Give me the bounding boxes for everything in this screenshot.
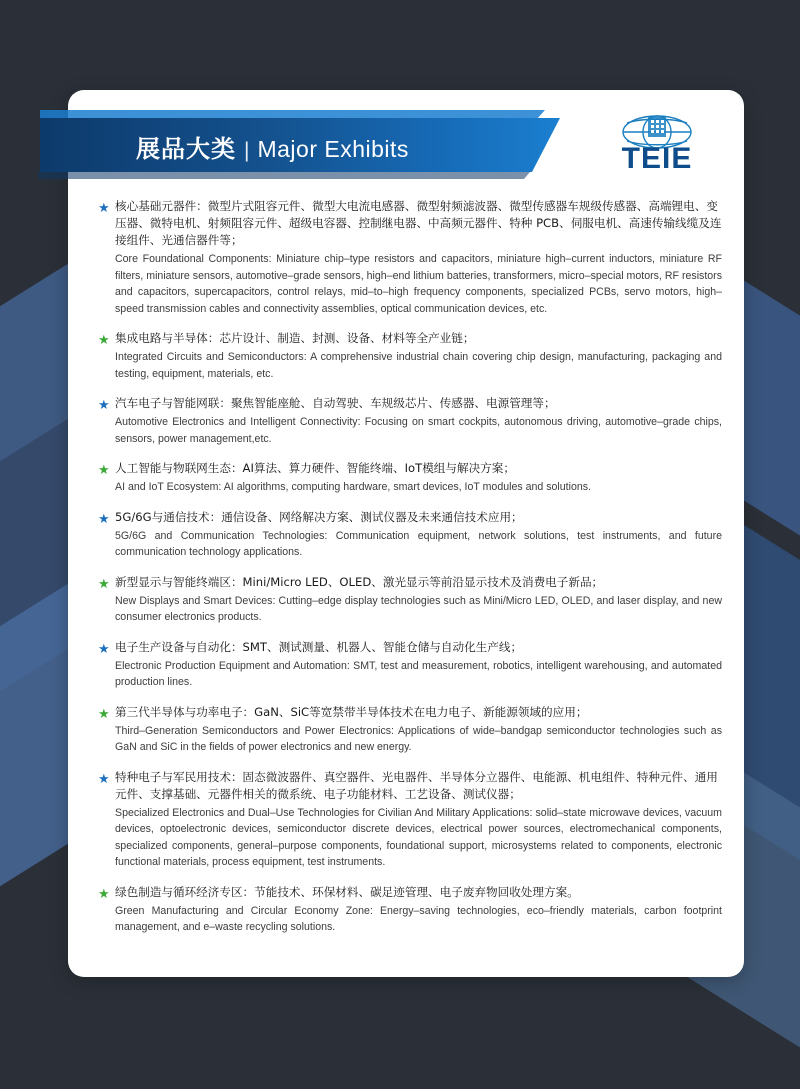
exhibit-list [98, 198, 722, 963]
list-item-cn: 核心基础元器件：微型片式阻容元件、微型大电流电感器、微型射频滤波器、微型传感器车规级传感器、高端锂电、变压器、微特电机、射频阻容元件、超级电容器、控制继电器、中高频元器件、特种 PCB、伺服电机、高速传输线缆及连接组件、光通信器件等； [115, 199, 722, 247]
star-icon: ★ [98, 332, 110, 347]
list-item-en: AI and IoT Ecosystem: AI algorithms, computing hardware, smart devices, IoT modules and solutions. [115, 481, 591, 493]
star-icon: ★ [98, 200, 110, 215]
globe-icon [596, 112, 718, 174]
list-item-en: Automotive Electronics and Intelligent Connectivity: Focusing on smart cockpits, autonomous driving, automotive–grade chips, sensors, power management,etc. [115, 416, 722, 445]
list-item [98, 639, 722, 691]
list-item [98, 884, 722, 936]
content-card [68, 90, 744, 977]
teie-logo [596, 112, 718, 174]
list-item-en: Core Foundational Components: Miniature chip–type resistors and capacitors, miniature high–current inductors, miniature RF filters, miniature sensors, automotive–grade sensors, high–end lithium batteries, transformers, micro–special motors, RF resistors and capacitors, supercapacitors, control relays, mid–to–high frequency components, specialized PCBs, servo motors, high–speed transmission cables and connectivity assemblies, optical communication devices, etc. [115, 253, 722, 315]
list-item-texts [115, 395, 722, 447]
list-item-texts [115, 639, 722, 691]
list-item-cn: 特种电子与军民用技术：固态微波器件、真空器件、光电器件、半导体分立器件、电能源、机电组件、特种元件、通用元件、支撑基础、元器件相关的微系统、电子功能材料、工艺设备、测试仪器； [115, 769, 718, 801]
list-item [98, 574, 722, 626]
list-item-texts [115, 884, 722, 936]
list-item-texts [115, 769, 722, 871]
list-item-texts [115, 460, 722, 496]
list-item-texts [115, 574, 722, 626]
star-icon: ★ [98, 640, 110, 656]
page-title-en: Major Exhibits [257, 136, 409, 162]
list-item [98, 395, 722, 447]
star-icon: ★ [98, 770, 110, 786]
header-accent-top [40, 110, 545, 119]
list-item [98, 330, 722, 382]
star-icon: ★ [98, 510, 110, 526]
title-divider: | [244, 139, 250, 162]
list-item-cn: 电子生产设备与自动化：SMT、测试测量、机器人、智能仓储与自动化生产线； [115, 639, 523, 654]
list-item-texts [115, 198, 722, 317]
list-item [98, 198, 722, 317]
list-item-en: Electronic Production Equipment and Automation: SMT, test and measurement, robotics, intelligent warehousing, and automated production lines. [115, 659, 722, 688]
star-icon: ★ [98, 705, 110, 721]
star-icon: ★ [98, 575, 110, 591]
list-item-texts [115, 330, 722, 382]
list-item-texts [115, 509, 722, 561]
list-item-en: Specialized Electronics and Dual–Use Technologies for Civilian And Military Applications: solid–state microwave devices, vacuum devices, optoelectronic devices, semiconductor discrete devices, electrical power sources, electromechanical components, specialized components, general–purpose components, foundational support, microsystems related to components, electronic functional materials, process equipment, test instruments. [115, 806, 722, 868]
list-item-cn: 新型显示与智能终端区：Mini/Micro LED、OLED、激光显示等前沿显示技术及消费电子新品； [115, 574, 604, 589]
list-item [98, 769, 722, 871]
list-item-cn: 人工智能与物联网生态：AI算法、算力硬件、智能终端、IoT模组与解决方案； [115, 461, 515, 475]
list-item-cn: 集成电路与半导体：芯片设计、制造、封测、设备、材料等全产业链； [115, 331, 475, 345]
list-item-en: Third–Generation Semiconductors and Power Electronics: Applications of wide–bandgap semiconductor technologies such as GaN and SiC in the fields of power electronics and new energy. [115, 724, 722, 753]
list-item [98, 460, 722, 496]
list-item-cn: 绿色制造与循环经济专区：节能技术、环保材料、碳足迹管理、电子废弃物回收处理方案。 [115, 884, 579, 899]
page-title-cn: 展品大类 [136, 136, 236, 163]
list-item-texts [115, 704, 722, 756]
star-icon: ★ [98, 397, 110, 412]
list-item [98, 704, 722, 756]
list-item-cn: 汽车电子与智能网联：聚焦智能座舱、自动驾驶、车规级芯片、传感器、电源管理等； [115, 396, 556, 410]
list-item-cn: 5G/6G与通信技术：通信设备、网络解决方案、测试仪器及未来通信技术应用； [115, 509, 523, 524]
list-item-en: 5G/6G and Communication Technologies: Communication equipment, network solutions, test instruments, and future communication technology applications. [115, 529, 722, 558]
page-header [40, 118, 580, 172]
list-item-en: New Displays and Smart Devices: Cutting–edge display technologies such as Mini/Micro LED, OLED, and laser display, and new consumer electronics products. [115, 594, 722, 623]
star-icon: ★ [98, 462, 110, 477]
svg-text:TEIE: TEIE [621, 142, 693, 174]
page-title [136, 129, 409, 164]
list-item-en: Integrated Circuits and Semiconductors: A comprehensive industrial chain covering chip design, manufacturing, packaging and testing, equipment, materials, etc. [115, 351, 722, 380]
list-item [98, 509, 722, 561]
header-accent-bottom [38, 172, 530, 179]
list-item-cn: 第三代半导体与功率电子：GaN、SiC等宽禁带半导体技术在电力电子、新能源领域的应用； [115, 704, 588, 719]
list-item-en: Green Manufacturing and Circular Economy Zone: Energy–saving technologies, eco–friendly materials, carbon footprint management, and e–waste recycling solutions. [115, 904, 722, 933]
star-icon: ★ [98, 885, 110, 901]
